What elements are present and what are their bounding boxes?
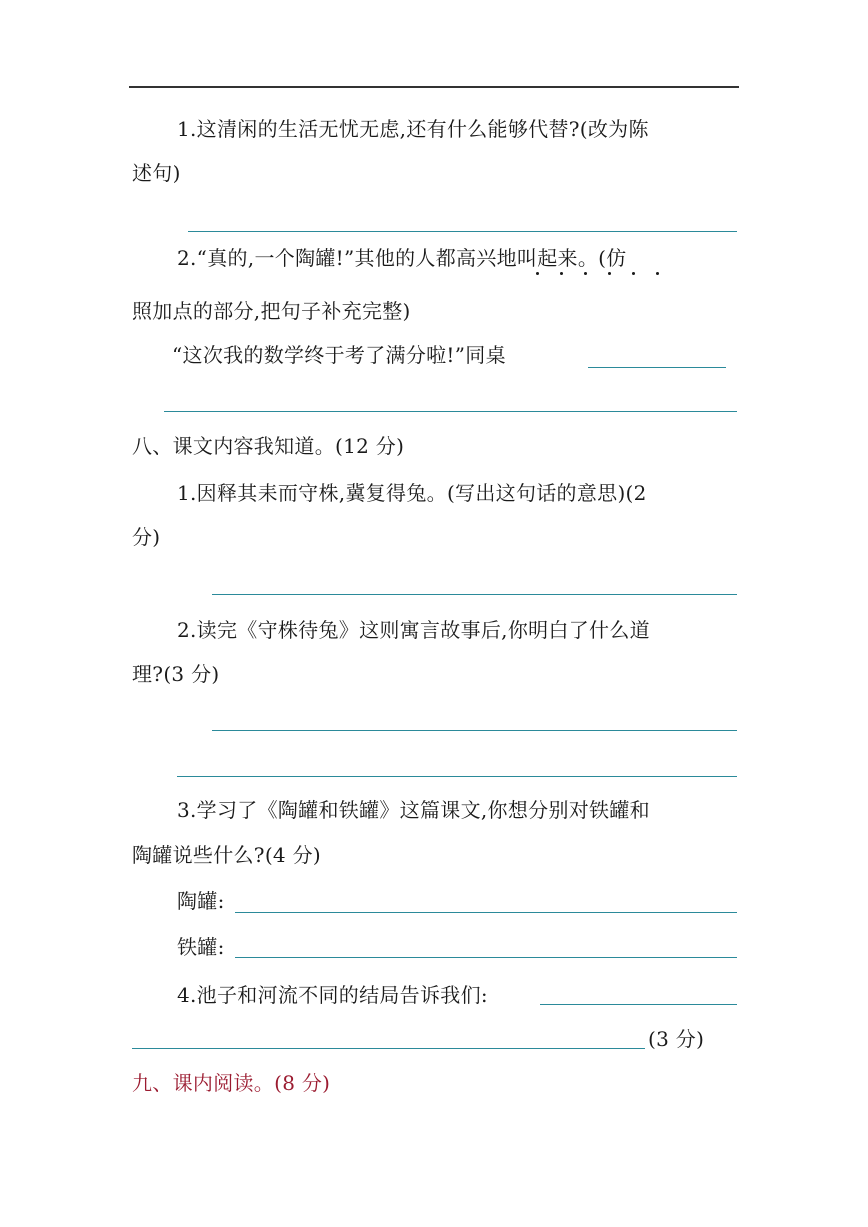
s8-q4-points: (3 分) (648, 1027, 705, 1051)
s8-q1-answer-line[interactable] (212, 594, 737, 595)
q2-answer-line[interactable] (164, 411, 737, 412)
s8-q3-label-taoguan: 陶罐: (177, 889, 225, 913)
q1-text-line1: 1.这清闲的生活无忧无虑,还有什么能够代替?(改为陈 (177, 117, 649, 141)
s8-q3-taoguan-answer-line[interactable] (235, 912, 737, 913)
q1-answer-line[interactable] (188, 231, 737, 232)
s8-q4-answer-line-short[interactable] (540, 1004, 737, 1005)
s8-q2-line1: 2.读完《守株待兔》这则寓言故事后,你明白了什么道 (177, 618, 650, 642)
q2-answer-line-short[interactable] (588, 367, 726, 368)
q1-text-line2: 述句) (132, 161, 181, 185)
q2-prompt: “这次我的数学终于考了满分啦!”同桌 (172, 343, 506, 367)
s8-q3-tieguan-answer-line[interactable] (235, 957, 737, 958)
s8-q3-label-tieguan: 铁罐: (177, 935, 225, 959)
section9-heading: 九、课内阅读。(8 分) (132, 1071, 331, 1095)
s8-q4-line1: 4.池子和河流不同的结局告诉我们: (177, 983, 488, 1007)
s8-q3-line2: 陶罐说些什么?(4 分) (132, 843, 322, 867)
s8-q2-answer-line2[interactable] (177, 776, 737, 777)
q2-text-line1: 2.“真的,一个陶罐!”其他的人都高兴地叫起来。(仿 (177, 246, 627, 270)
emphasis-dots (536, 272, 666, 278)
s8-q4-answer-line[interactable] (132, 1048, 645, 1049)
s8-q3-line1: 3.学习了《陶罐和铁罐》这篇课文,你想分别对铁罐和 (177, 798, 650, 822)
s8-q2-line2: 理?(3 分) (132, 662, 220, 686)
s8-q2-answer-line1[interactable] (212, 730, 737, 731)
header-rule (129, 86, 739, 88)
s8-q1-line2: 分) (132, 525, 161, 549)
q2-text-line2: 照加点的部分,把句子补充完整) (132, 299, 411, 323)
s8-q1-line1: 1.因释其耒而守株,冀复得兔。(写出这句话的意思)(2 (177, 481, 647, 505)
section8-heading: 八、课文内容我知道。(12 分) (132, 434, 405, 458)
